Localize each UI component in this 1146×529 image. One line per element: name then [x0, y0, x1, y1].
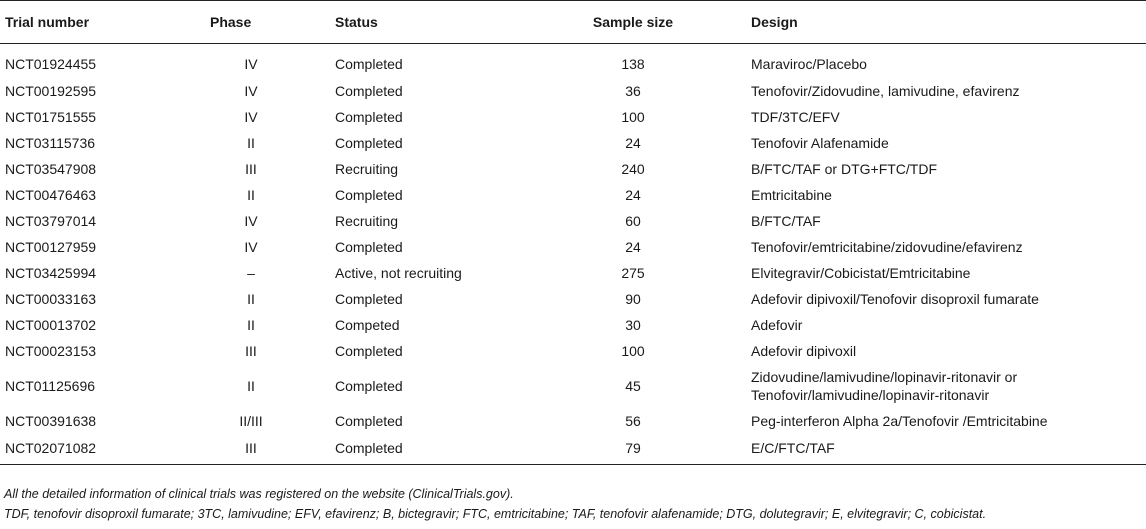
table-row	[0, 260, 1146, 286]
phase-cell: III	[245, 161, 257, 177]
header-status: Status	[330, 1, 520, 44]
status-cell: Completed	[335, 187, 403, 203]
status-cell: Completed	[335, 83, 403, 99]
design-cell	[746, 312, 1146, 338]
header-sample-size: Sample size	[520, 1, 746, 44]
header-design: Design	[746, 1, 1146, 44]
table-row	[0, 434, 1146, 465]
phase-cell: –	[247, 265, 255, 281]
design-text: Tenofovir/Zidovudine, lamivudine, efavirenz	[751, 83, 1020, 99]
phase-cell: II/III	[239, 413, 263, 429]
table-row	[0, 130, 1146, 156]
design-text: TDF/3TC/EFV	[751, 109, 840, 125]
design-text: Maraviroc/Placebo	[751, 56, 867, 72]
trial-number-cell: NCT03797014	[5, 213, 97, 229]
sample-size-cell: 275	[621, 265, 645, 281]
footnote-source: All the detailed information of clinical trials was registered on the website (ClinicalTrials.gov).	[4, 487, 514, 501]
trial-number-cell: NCT03547908	[5, 161, 97, 177]
sample-size-cell: 45	[625, 378, 641, 394]
table-row	[0, 286, 1146, 312]
sample-size-cell: 24	[625, 239, 641, 255]
table-row	[0, 312, 1146, 338]
trial-number-cell: NCT01125696	[5, 378, 96, 394]
design-text: Zidovudine/lamivudine/lopinavir-ritonavir or	[751, 369, 1018, 385]
trial-number-cell: NCT00013702	[5, 317, 97, 333]
table-row	[0, 78, 1146, 104]
trial-number-cell: NCT00033163	[5, 291, 97, 307]
design-text: Adefovir dipivoxil/Tenofovir disoproxil fumarate	[751, 291, 1039, 307]
header-trial-number: Trial number	[0, 1, 172, 44]
design-cell	[746, 130, 1146, 156]
design-text: Tenofovir Alafenamide	[751, 135, 889, 151]
design-cell	[746, 234, 1146, 260]
phase-cell: II	[247, 291, 255, 307]
design-cell	[746, 286, 1146, 312]
sample-size-cell: 24	[625, 187, 641, 203]
status-cell: Competed	[335, 317, 400, 333]
design-cell	[746, 208, 1146, 234]
design-text: Peg-interferon Alpha 2a/Tenofovir /Emtricitabine	[751, 413, 1048, 429]
header-row	[0, 1, 1146, 44]
table-row	[0, 408, 1146, 434]
design-cell	[746, 364, 1146, 408]
design-cell	[746, 78, 1146, 104]
status-cell: Completed	[335, 413, 403, 429]
table-row	[0, 364, 1146, 408]
sample-size-cell: 90	[625, 291, 641, 307]
phase-cell: III	[245, 343, 257, 359]
status-cell: Completed	[335, 378, 403, 394]
sample-size-cell: 100	[621, 343, 645, 359]
table-row	[0, 338, 1146, 364]
table-row	[0, 182, 1146, 208]
design-text: Elvitegravir/Cobicistat/Emtricitabine	[751, 265, 971, 281]
design-text: Tenofovir/lamivudine/lopinavir-ritonavir	[751, 387, 990, 403]
design-cell	[746, 434, 1146, 465]
table-row	[0, 156, 1146, 182]
phase-cell: IV	[244, 213, 258, 229]
sample-size-cell: 24	[625, 135, 641, 151]
sample-size-cell: 79	[520, 434, 746, 465]
table-row	[0, 234, 1146, 260]
design-text: Emtricitabine	[751, 187, 832, 203]
design-cell	[746, 260, 1146, 286]
design-cell	[746, 44, 1146, 79]
trial-number-cell: NCT03115736	[5, 135, 96, 151]
trial-number-cell: NCT00127959	[5, 239, 97, 255]
status-cell: Completed	[335, 109, 403, 125]
design-text: Adefovir dipivoxil	[751, 343, 857, 359]
sample-size-cell: 240	[621, 161, 645, 177]
sample-size-cell: 56	[625, 413, 641, 429]
design-cell	[746, 104, 1146, 130]
status-cell: Completed	[335, 291, 403, 307]
phase-cell: IV	[244, 109, 258, 125]
sample-size-cell: 60	[625, 213, 641, 229]
phase-cell: II	[247, 135, 255, 151]
sample-size-cell: 36	[625, 83, 641, 99]
trial-number-cell: NCT03425994	[5, 265, 97, 281]
sample-size-cell: 100	[621, 109, 645, 125]
status-cell: Recruiting	[335, 213, 399, 229]
phase-cell: II	[247, 317, 255, 333]
trial-number-cell: NCT02071082	[0, 434, 172, 465]
table-row	[0, 208, 1146, 234]
table-row	[0, 44, 1146, 79]
phase-cell: IV	[244, 239, 258, 255]
trial-number-cell: NCT01924455	[5, 56, 97, 72]
design-text: B/FTC/TAF	[751, 213, 821, 229]
design-cell	[746, 408, 1146, 434]
table-row	[0, 104, 1146, 130]
status-cell: Completed	[335, 343, 403, 359]
design-cell	[746, 156, 1146, 182]
footnote-abbreviations: TDF, tenofovir disoproxil fumarate; 3TC, lamivudine; EFV, efavirenz; B, bictegravir; FTC, emtricitabine; TAF, tenofovir alafenamide; DTG, dolutegravir; E, elvitegravir; C, cobicistat.	[4, 507, 987, 521]
design-text: B/FTC/TAF or DTG+FTC/TDF	[751, 161, 938, 177]
design-cell	[746, 182, 1146, 208]
status-cell: Completed	[335, 135, 403, 151]
trial-number-cell: NCT00391638	[5, 413, 97, 429]
design-text: E/C/FTC/TAF	[751, 440, 835, 456]
phase-cell: III	[172, 434, 330, 465]
phase-cell: IV	[244, 56, 258, 72]
sample-size-cell: 138	[621, 56, 645, 72]
trial-number-cell: NCT00023153	[5, 343, 97, 359]
status-cell: Active, not recruiting	[335, 265, 462, 281]
phase-cell: II	[247, 187, 255, 203]
status-cell: Completed	[330, 434, 520, 465]
sample-size-cell: 30	[625, 317, 641, 333]
trial-number-cell: NCT00192595	[5, 83, 97, 99]
table-header	[0, 1, 1146, 44]
table-footnotes	[4, 484, 986, 524]
status-cell: Completed	[335, 56, 403, 72]
design-text: Tenofovir/emtricitabine/zidovudine/efavirenz	[751, 239, 1023, 255]
trial-number-cell: NCT01751555	[5, 109, 97, 125]
table-body	[0, 44, 1146, 465]
header-phase: Phase	[172, 1, 330, 44]
design-cell	[746, 338, 1146, 364]
trial-number-cell: NCT00476463	[5, 187, 97, 203]
phase-cell: II	[247, 378, 255, 394]
status-cell: Recruiting	[335, 161, 399, 177]
status-cell: Completed	[335, 239, 403, 255]
phase-cell: IV	[244, 83, 258, 99]
design-text: Adefovir	[751, 317, 803, 333]
